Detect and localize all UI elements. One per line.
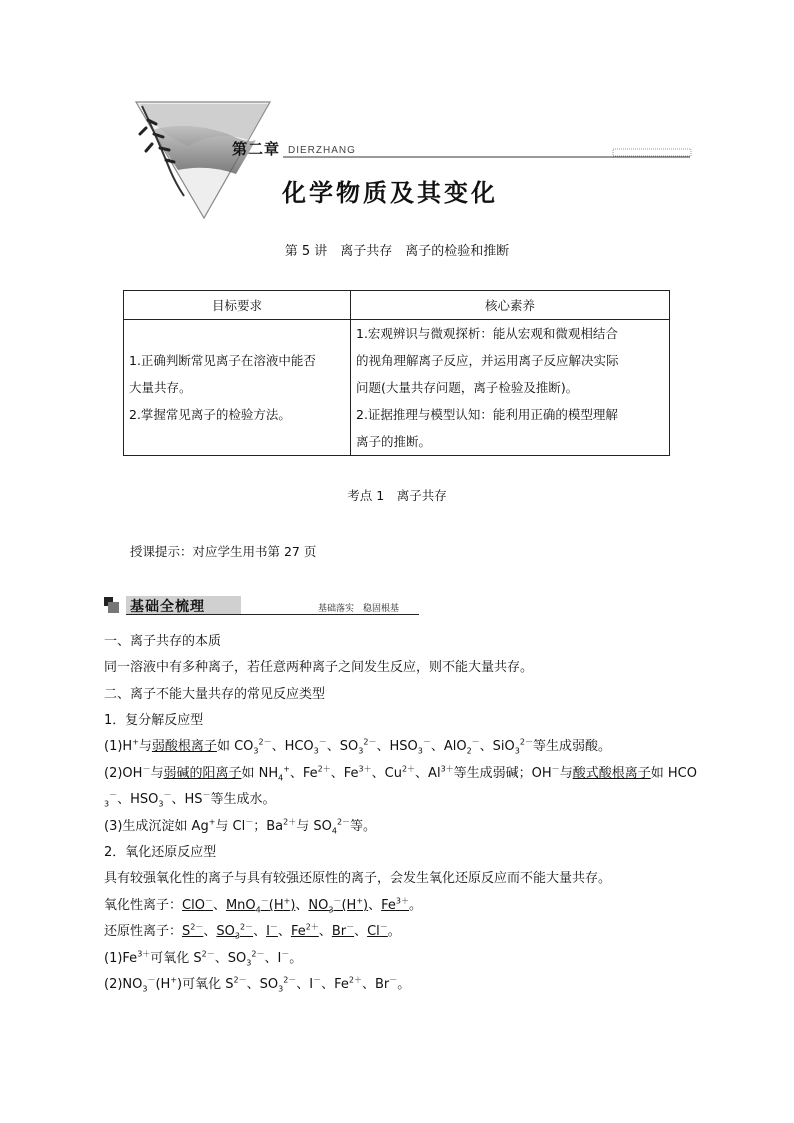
line-no3-oxidizes: $(2)NO_3^-(H^+)$可氧化 $S^{2-}$、$SO_3^{2-}$、I－、$Fe^{2+}$、Br－。: [104, 975, 411, 994]
line-weak-base-cont: $_3$－、$HSO_3^-$、HS－等生成水。: [104, 790, 276, 809]
goal-line: 1.正确判断常见离子在溶液中能否: [129, 353, 316, 368]
chapter-pinyin: DIERZHANG: [288, 145, 356, 156]
competency-line: 2.证据推理与模型认知：能利用正确的模型理解: [356, 407, 618, 422]
chapter-number: 第二章: [232, 140, 281, 158]
teaching-hint: 授课提示：对应学生用书第 27 页: [130, 544, 317, 559]
kaodian-heading: 考点 1 离子共存: [347, 488, 447, 503]
goals-table: [123, 290, 670, 456]
heading-1: 一、离子共存的本质: [104, 634, 222, 649]
competency-line: 离子的推断。: [356, 434, 432, 449]
paragraph-2: 具有较强氧化性的离子与具有较强还原性的离子，会发生氧化还原反应而不能大量共存。: [104, 871, 612, 886]
competency-cell: [351, 320, 670, 456]
goal-line: 2.掌握常见离子的检验方法。: [129, 407, 291, 422]
line-oxidizing: 氧化性离子：ClO－、MnO$_4$－(H+)、$NO_3^-(H^+)$、$Fe^{3+}$。: [104, 896, 422, 915]
section-subtitle: 基础落实 稳固根基: [318, 604, 400, 614]
competency-line: 问题(大量共存问题，离子检验及推断)。: [356, 380, 579, 395]
goals-cell: [124, 320, 351, 456]
section-title: 基础全梳理: [130, 599, 205, 615]
line-weak-acid: (1)H+与弱酸根离子如 $CO_3^{2-}$、$HCO_3^-$、$SO_3^{2-}$、$HSO_3^-$、AlO$_2$－、SiO$_3^{2-}$等生成弱酸。: [104, 737, 611, 756]
competency-header: 核心素养: [351, 291, 670, 320]
heading-4: 2．氧化还原反应型: [104, 845, 217, 860]
line-precipitate: (3)生成沉淀如 Ag+与 Cl－；$Ba^{2+}$与 $SO_4^{2-}$等。: [104, 817, 377, 836]
body-content: [104, 630, 744, 1010]
heading-2: 二、离子不能大量共存的常见反应类型: [104, 687, 326, 702]
competency-line: 的视角理解离子反应，并运用离子反应解决实际: [356, 353, 619, 368]
line-reducing: 还原性离子：$S^{2-}$、$SO_3^{2-}$、I－、$Fe^{2+}$、Br－、Cl－。: [104, 922, 401, 941]
line-fe3-oxidizes: $(1)Fe^{3+}$可氧化 $S^{2-}$、$SO_3^{2-}$、I－。: [104, 949, 303, 968]
paragraph-1: 同一溶液中有多种离子，若任意两种离子之间发生反应，则不能大量共存。: [104, 660, 534, 675]
goals-header: 目标要求: [124, 291, 351, 320]
competency-line: 1.宏观辨识与微观探析：能从宏观和微观相结合: [356, 326, 618, 341]
lecture-title: 第 5 讲 离子共存 离子的检验和推断: [284, 244, 510, 259]
goal-line: 大量共存。: [129, 380, 192, 395]
heading-3: 1．复分解反应型: [104, 713, 204, 728]
line-weak-base: (2)OH－与弱碱的阳离子如 $NH_4^+$、$Fe^{2+}$、$Fe^{3+}$、$Cu^{2+}$、$Al^{3+}$等生成弱碱；OH－与酸式酸根离子如 HCO: [104, 764, 697, 783]
chapter-title: 化学物质及其变化: [282, 179, 498, 207]
